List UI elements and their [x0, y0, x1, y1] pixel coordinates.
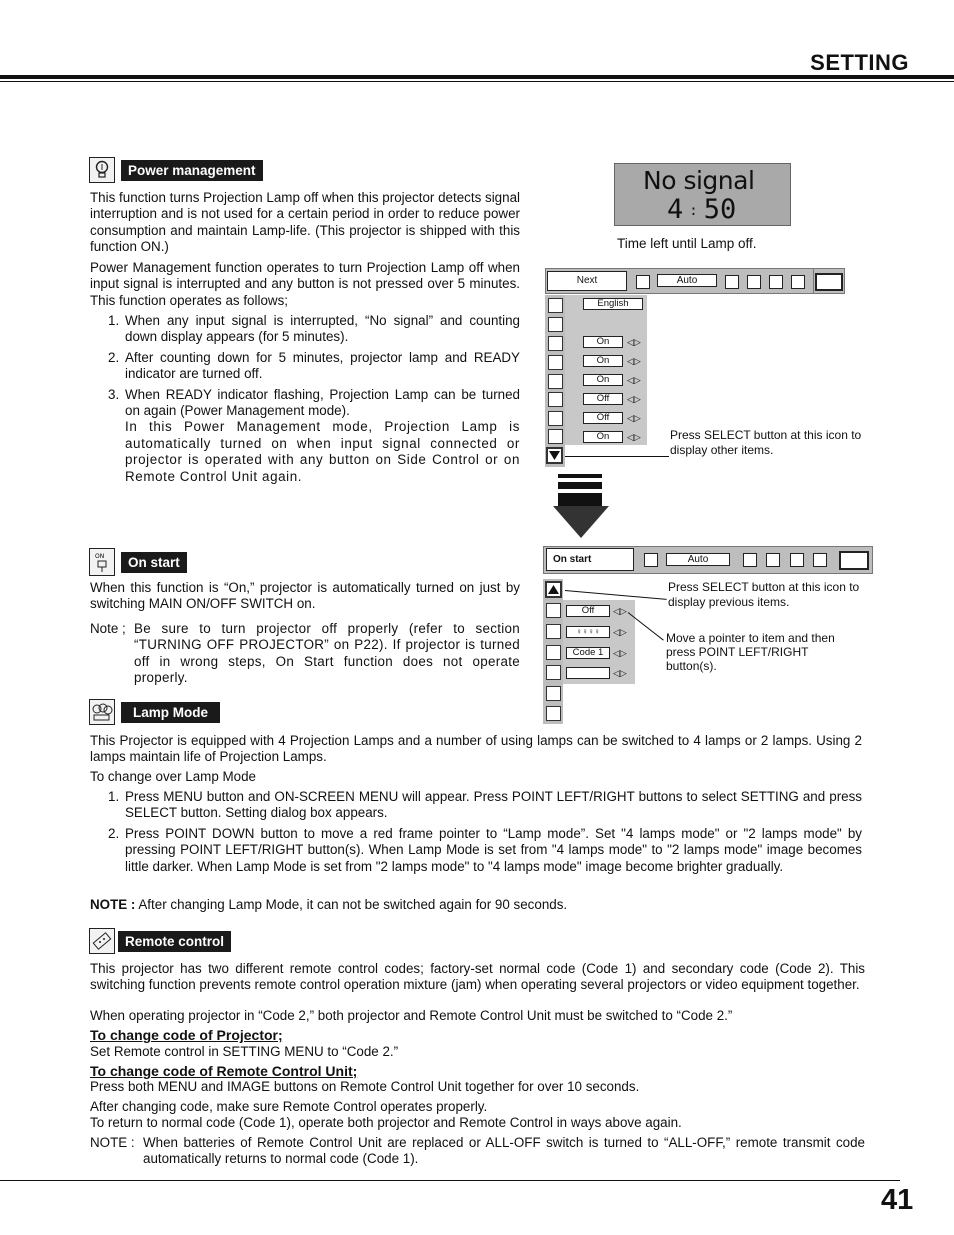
lamp-mode-steps	[90, 789, 862, 879]
quit-icon[interactable]	[546, 706, 561, 721]
setting-value[interactable]: On	[583, 374, 623, 386]
lamp-mode-label: Lamp Mode	[121, 702, 220, 723]
lamp-mode-p1: This Projector is equipped with 4 Projection Lamps and a number of using lamps can be switched to 4 lamps or 2 lamps. Using 2 lamps maintain life of Projection Lamps.	[90, 733, 862, 765]
list-item: 1. Press MENU button and ON-SCREEN MENU will appear. Press POINT LEFT/RIGHT buttons to select SETTING and press SELECT button. Setting dialog box appears.	[108, 789, 862, 821]
left-right-arrows-icon[interactable]: ◁▷	[613, 648, 627, 658]
next-button[interactable]: Next	[547, 271, 627, 291]
language-icon[interactable]	[548, 298, 563, 313]
lamp-mode-icon[interactable]	[546, 624, 561, 639]
page-title: SETTING	[810, 50, 909, 75]
transition-arrow-icon	[553, 474, 609, 538]
network-icon[interactable]	[546, 686, 561, 701]
power-management-label: Power management	[121, 160, 263, 181]
screen-icon[interactable]	[769, 275, 783, 289]
on-start-p1: When this function is “On,” projector is automatically turned on just by switching MAIN ON/OFF SWITCH on.	[90, 580, 520, 612]
setting-icon[interactable]	[815, 273, 843, 291]
setting-value[interactable]: Off	[583, 412, 623, 424]
filter-icon[interactable]	[546, 665, 561, 680]
auto-field[interactable]: Auto	[657, 274, 717, 287]
lamps-icon	[89, 699, 115, 725]
footer-rule	[0, 1180, 900, 1181]
no-signal-caption: Time left until Lamp off.	[617, 236, 757, 251]
left-right-arrows-icon[interactable]: ◁▷	[627, 432, 641, 442]
image-icon[interactable]	[725, 275, 739, 289]
keystone-icon[interactable]	[548, 317, 563, 332]
list-item: 2. Press POINT DOWN button to move a red frame pointer to “Lamp mode”. Set "4 lamps mode" or "2 lamps mode" by pressing POINT LEFT/RIGHT button(s). When Lamp Mode is set from "4 lamps mode" to "2 lamps mode" image becomes little darker. When Lamp Mode is set from "2 lamps mode" to "4 lamps mode" image become brighter gradually.	[108, 825, 862, 874]
remote-icon	[89, 928, 115, 954]
remote-control-note: NOTE : When batteries of Remote Control Unit are replaced or ALL-OFF switch is turned to “ALL-OFF,” remote transmit code automatically returns to normal code (Code 1).	[90, 1135, 865, 1167]
input-icon[interactable]	[644, 553, 658, 567]
power-management-steps	[90, 313, 520, 489]
change-remote-text: Press both MENU and IMAGE buttons on Remote Control Unit together for over 10 seconds.	[90, 1079, 640, 1094]
left-right-arrows-icon[interactable]: ◁▷	[627, 413, 641, 423]
sound-icon[interactable]	[813, 553, 827, 567]
sound-icon[interactable]	[791, 275, 805, 289]
filter-value[interactable]	[566, 667, 610, 679]
up-arrow-icon[interactable]	[545, 581, 562, 598]
remote-control-p3: After changing code, make sure Remote Control operates properly.	[90, 1099, 488, 1114]
lamp-mode-value[interactable]: ♀♀♀♀	[566, 626, 610, 638]
on-start-label: On start	[121, 552, 187, 573]
setting-value[interactable]: On	[583, 431, 623, 443]
power-management-icon[interactable]	[548, 429, 563, 444]
on-start-note: Note ; Be sure to turn projector off properly (refer to section “TURNING OFF PROJECTOR” on P22). If projector is turned off in wrong steps, On Start function does not operate properly.	[90, 621, 520, 686]
on-start-value[interactable]: Off	[566, 605, 610, 617]
display-icon[interactable]	[548, 355, 563, 370]
header-rule	[0, 75, 954, 79]
remote-control-p2: When operating projector in “Code 2,” both projector and Remote Control Unit must be switched to “Code 2.”	[90, 1008, 733, 1023]
lamp-mode-note: NOTE : After changing Lamp Mode, it can not be switched again for 90 seconds.	[90, 897, 568, 912]
remote-control-p4: To return to normal code (Code 1), operate both projector and Remote Control in ways above again.	[90, 1115, 682, 1130]
input-icon[interactable]	[636, 275, 650, 289]
callout-line	[565, 456, 669, 457]
callout-line	[565, 590, 667, 600]
on-start-title: On start	[546, 548, 634, 571]
down-arrow-icon[interactable]	[546, 447, 563, 464]
power-management-header	[89, 157, 263, 183]
remote-control-header	[89, 928, 231, 954]
no-signal-text: No signal	[643, 166, 755, 195]
remote-control-label: Remote control	[118, 931, 231, 952]
on-start-header	[89, 548, 187, 576]
list-item: 3. When READY indicator flashing, Projection Lamp can be turned on again (Power Management mode). In this Power Management mode, Projection Lamp is automatically turned on when input signal connected or projector is operated with any button on Side Control or on Remote Control Unit again.	[108, 386, 520, 484]
auto-field[interactable]: Auto	[666, 553, 730, 566]
change-projector-heading: To change code of Projector;	[90, 1027, 283, 1043]
power-management-p2: Power Management function operates to turn Projection Lamp off when input signal is interrupted and any button is not pressed over 5 minutes. This function operates as follows;	[90, 260, 520, 308]
power-plug-icon	[89, 548, 115, 576]
power-management-p1: This function turns Projection Lamp off when this projector detects signal interruption and is not used for a certain period in order to reduce power consumption and maintain Lamp-life. (This projector is shipped with this function ON.)	[90, 190, 520, 255]
page-number: 41	[881, 1184, 914, 1216]
left-right-arrows-icon[interactable]: ◁▷	[627, 356, 641, 366]
color-icon[interactable]	[747, 275, 761, 289]
setting-icon[interactable]	[839, 551, 869, 570]
change-projector-text: Set Remote control in SETTING MENU to “Code 2.”	[90, 1044, 399, 1059]
list-item: 1. When any input signal is interrupted, “No signal” and counting down display appears (for 5 minutes).	[108, 313, 520, 345]
lamp-mode-p2: To change over Lamp Mode	[90, 769, 256, 784]
no-signal-display	[614, 163, 791, 226]
setting-value[interactable]: On	[583, 355, 623, 367]
language-value[interactable]: English	[583, 298, 643, 310]
screen-icon[interactable]	[790, 553, 804, 567]
left-right-arrows-icon[interactable]: ◁▷	[613, 606, 627, 616]
lamp-icon	[89, 157, 115, 183]
left-right-arrows-icon[interactable]: ◁▷	[613, 668, 627, 678]
on-start-icon[interactable]	[546, 603, 561, 618]
rear-icon[interactable]	[548, 411, 563, 426]
remote-control-p1: This projector has two different remote control codes; factory-set normal code (Code 1) and secondary code (Code 2). This switching function prevents remote control operation mixture (jam) when operating several projectors or video equipment together.	[90, 961, 865, 993]
logo-icon[interactable]	[548, 374, 563, 389]
list-item: 2. After counting down for 5 minutes, projector lamp and READY indicator are turned off.	[108, 349, 520, 382]
change-remote-heading: To change code of Remote Control Unit;	[90, 1063, 358, 1079]
countdown-timer: 4 : 50	[667, 194, 737, 225]
remote-code-value[interactable]: Code 1	[566, 647, 610, 659]
setting-value[interactable]: On	[583, 336, 623, 348]
blue-back-icon[interactable]	[548, 336, 563, 351]
menu1-callout: Press SELECT button at this icon to display other items.	[670, 428, 862, 457]
menu2-callout-2: Move a pointer to item and then press POINT LEFT/RIGHT button(s).	[666, 631, 835, 673]
left-right-arrows-icon[interactable]: ◁▷	[627, 375, 641, 385]
color-icon[interactable]	[766, 553, 780, 567]
svg-text:ON: ON	[95, 553, 105, 560]
left-right-arrows-icon[interactable]: ◁▷	[627, 337, 641, 347]
left-right-arrows-icon[interactable]: ◁▷	[627, 394, 641, 404]
remote-control-icon[interactable]	[546, 645, 561, 660]
menu2-callout-1: Press SELECT button at this icon to display previous items.	[668, 580, 860, 609]
header-rule-thin	[0, 81, 954, 82]
ceiling-icon[interactable]	[548, 392, 563, 407]
image-icon[interactable]	[743, 553, 757, 567]
left-right-arrows-icon[interactable]: ◁▷	[613, 627, 627, 637]
lamp-mode-header	[89, 699, 220, 725]
setting-value[interactable]: Off	[583, 393, 623, 405]
